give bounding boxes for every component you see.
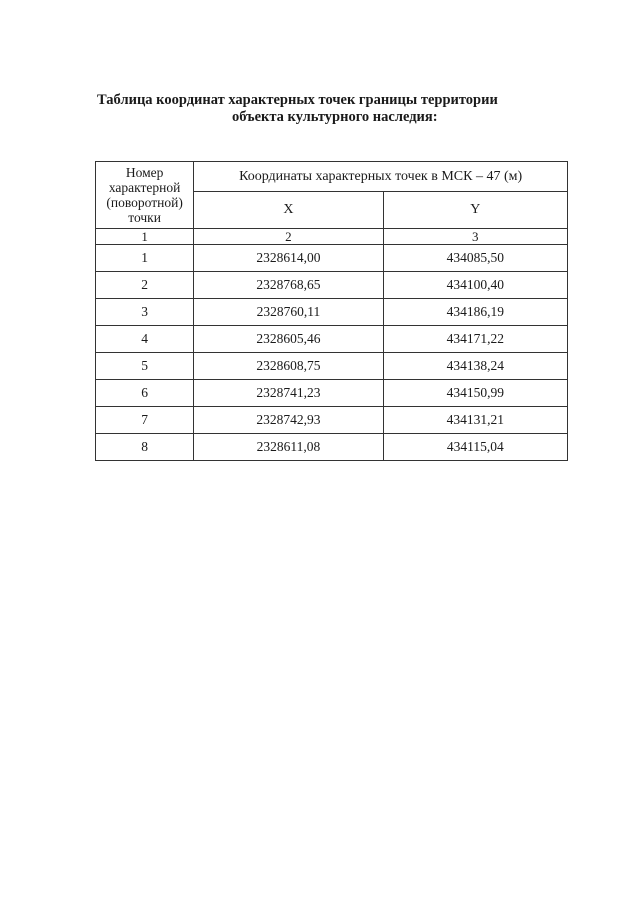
header-point-number-line: Номер: [125, 165, 164, 180]
coord-x: 2328760,11: [194, 299, 383, 326]
table-row: [96, 434, 568, 461]
point-number: 1: [96, 245, 194, 272]
header-point-number-line: (поворотной): [106, 195, 183, 210]
table-row: [96, 326, 568, 353]
coord-x: 2328741,23: [194, 380, 383, 407]
coord-y: 434085,50: [383, 245, 567, 272]
coord-x: 2328605,46: [194, 326, 383, 353]
coord-y: 434186,19: [383, 299, 567, 326]
coord-y: 434171,22: [383, 326, 567, 353]
table-row: [96, 380, 568, 407]
column-index: 1: [96, 229, 194, 245]
coord-y: 434100,40: [383, 272, 567, 299]
header-y: Y: [383, 192, 567, 229]
column-index: 3: [383, 229, 567, 245]
header-point-number: [96, 162, 194, 229]
coordinates-table: [95, 161, 568, 461]
column-index-row: [96, 229, 568, 245]
point-number: 5: [96, 353, 194, 380]
table-row: [96, 272, 568, 299]
table-row: [96, 353, 568, 380]
table-row: [96, 407, 568, 434]
coord-x: 2328768,65: [194, 272, 383, 299]
table-row: [96, 299, 568, 326]
header-x: X: [194, 192, 383, 229]
header-point-number-line: точки: [128, 210, 161, 225]
coord-x: 2328742,93: [194, 407, 383, 434]
header-coordinates: Координаты характерных точек в МСК – 47 (м): [194, 162, 568, 192]
title-line-2: объекта культурного наследия:: [232, 109, 438, 125]
coord-y: 434150,99: [383, 380, 567, 407]
point-number: 3: [96, 299, 194, 326]
coord-y: 434115,04: [383, 434, 567, 461]
coord-x: 2328611,08: [194, 434, 383, 461]
coord-x: 2328608,75: [194, 353, 383, 380]
column-index: 2: [194, 229, 383, 245]
point-number: 7: [96, 407, 194, 434]
point-number: 4: [96, 326, 194, 353]
header-point-number-line: характерной: [108, 180, 181, 195]
coord-x: 2328614,00: [194, 245, 383, 272]
title-line-1: Таблица координат характерных точек границы территории: [97, 92, 498, 108]
point-number: 2: [96, 272, 194, 299]
point-number: 8: [96, 434, 194, 461]
table-row: [96, 245, 568, 272]
coord-y: 434131,21: [383, 407, 567, 434]
coord-y: 434138,24: [383, 353, 567, 380]
point-number: 6: [96, 380, 194, 407]
